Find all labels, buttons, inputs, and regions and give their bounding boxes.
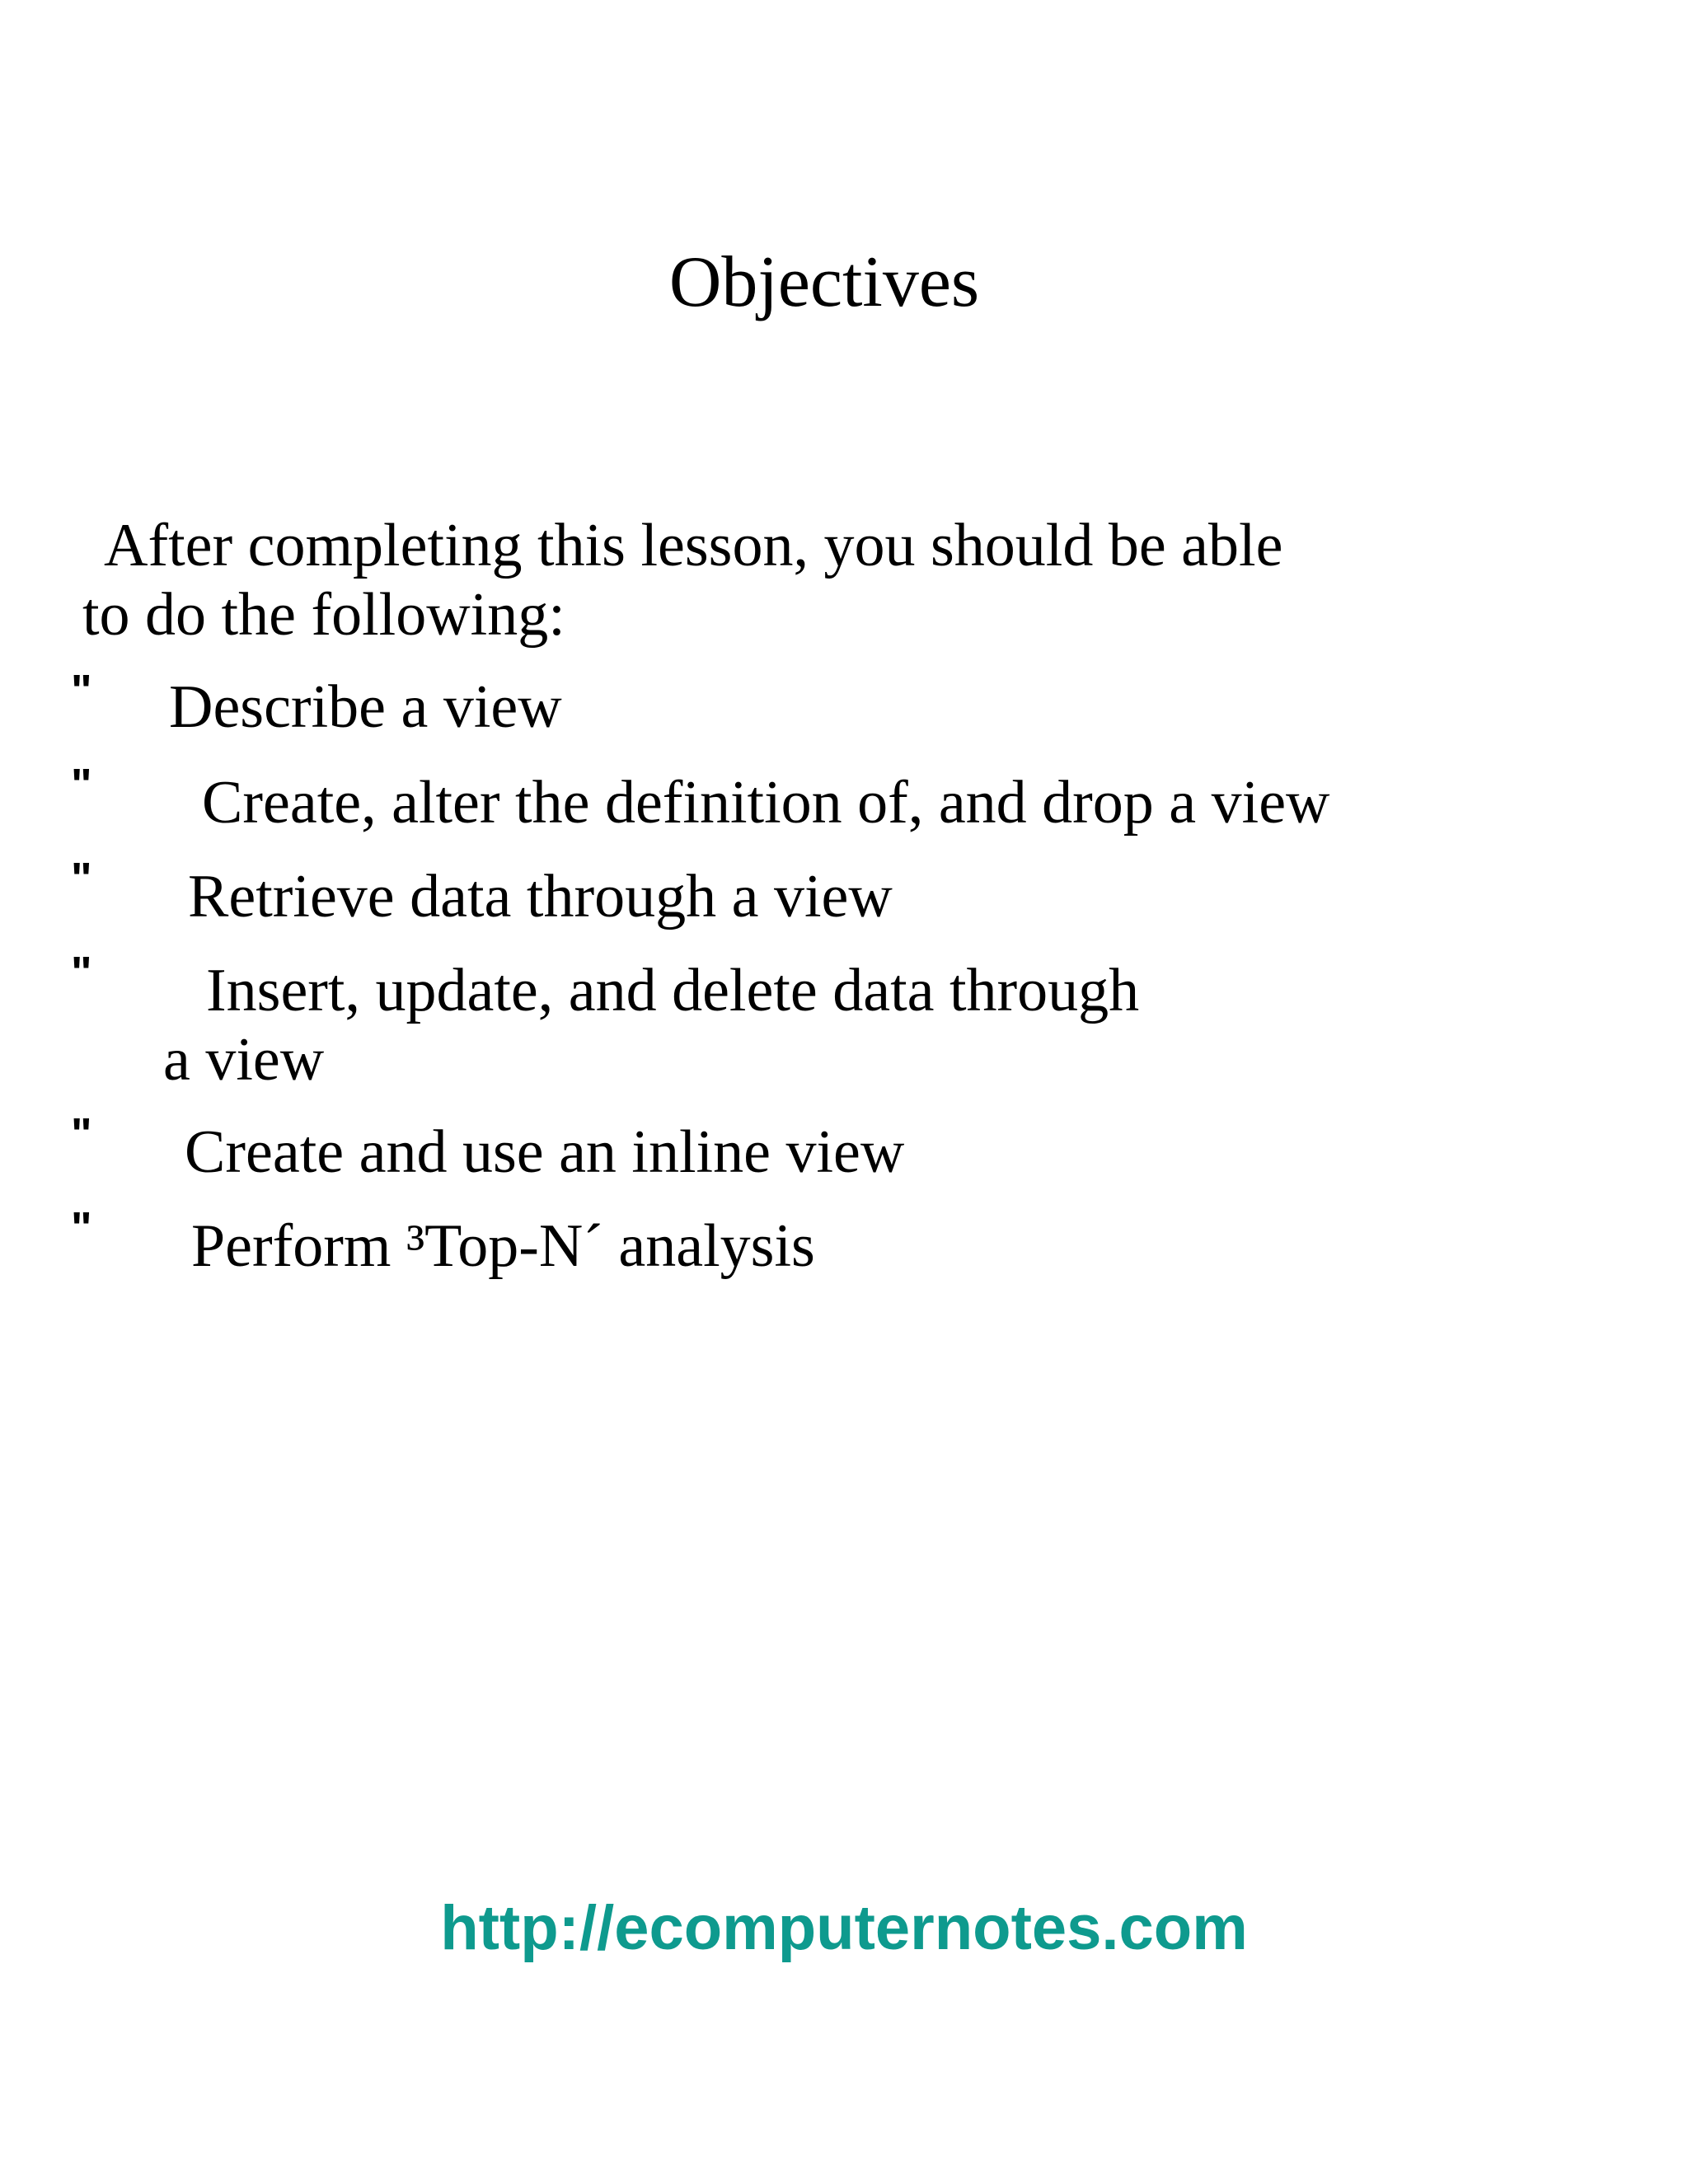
bullet-marker: " [71,1203,92,1253]
bullet-marker: " [71,760,92,809]
intro-line-1: After completing this lesson, you should be able [104,512,1283,579]
bullet-item-inline-view: Create and use an inline view [185,1118,905,1186]
bullet-item-insert-update-delete: Insert, update, and delete data through [206,957,1140,1024]
intro-line-2: to do the following: [82,581,565,649]
bullet-marker: " [71,1109,92,1159]
bullet-item-describe-view: Describe a view [169,673,562,741]
page-title: Objectives [668,242,980,322]
footer-link[interactable]: http://ecomputernotes.com [440,1893,1248,1963]
bullet-marker: " [71,854,92,903]
bullet-item-retrieve-data: Retrieve data through a view [188,863,893,930]
bullet-item-insert-update-delete-continuation: a view [163,1026,325,1094]
bullet-item-top-n-analysis: Perform ³Top-N´ analysis [191,1212,815,1280]
bullet-item-create-alter-drop: Create, alter the definition of, and drop a view [202,769,1330,837]
intro-text [82,511,1282,649]
bullet-marker: " [71,948,92,997]
bullet-marker: " [71,666,92,715]
